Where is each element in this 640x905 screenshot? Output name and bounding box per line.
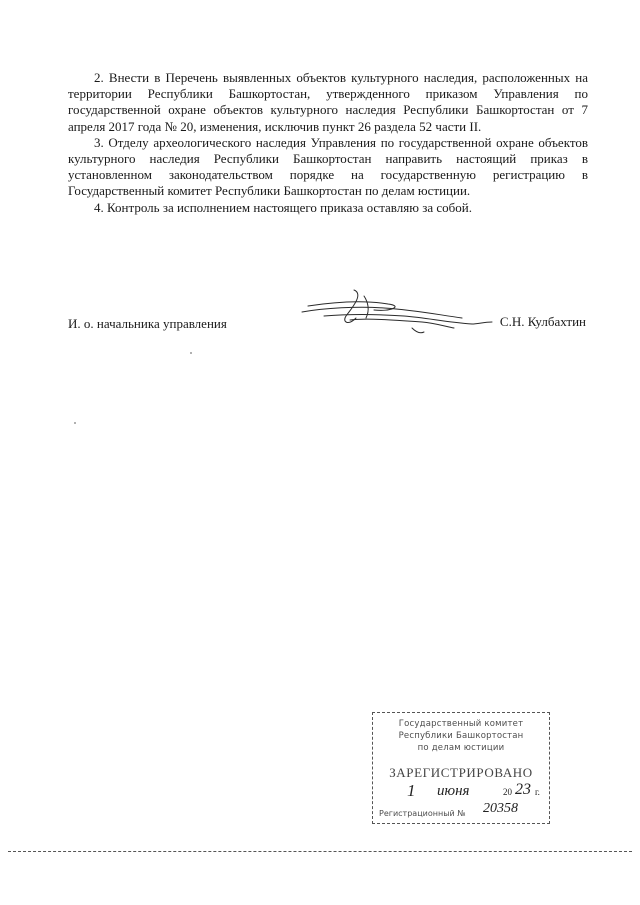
stamp-number-value: 20358 bbox=[483, 801, 518, 816]
paragraph-item-3: 3. Отделу археологического наследия Управления по государственной охране объектов культурного наследия Республики Башкортостан направить настоящий приказ в установленном законодательством порядке на государственную регистрацию в Государственный комитет Республики Башкортостан по делам юстиции. bbox=[68, 134, 588, 199]
signatory-title: И. о. начальника управления bbox=[68, 316, 227, 331]
document-body bbox=[68, 70, 588, 216]
stamp-line-2: Республики Башкортостан bbox=[398, 731, 524, 741]
scan-speck bbox=[74, 422, 76, 424]
stamp-date bbox=[379, 783, 543, 803]
stamp-day: 1 bbox=[407, 781, 416, 800]
stamp-number-row bbox=[377, 801, 545, 821]
paragraph-item-4: 4. Контроль за исполнением настоящего приказа оставляю за собой. bbox=[94, 199, 472, 215]
stamp-line-3: по делам юстиции bbox=[417, 743, 505, 753]
stamp-registered-label: ЗАРЕГИСТРИРОВАНО bbox=[389, 765, 533, 780]
stamp-year-suffix: 23 bbox=[515, 781, 531, 798]
handwritten-signature bbox=[294, 288, 494, 338]
registration-stamp bbox=[372, 712, 550, 824]
stamp-line-1: Государственный комитет bbox=[398, 719, 524, 729]
stamp-number-label: Регистрационный № bbox=[379, 809, 466, 818]
bottom-divider bbox=[8, 851, 632, 852]
signatory-name: С.Н. Кулбахтин bbox=[499, 314, 586, 329]
stamp-year-end: г. bbox=[535, 787, 540, 797]
signature-block bbox=[68, 308, 588, 338]
stamp-year-prefix: 20 bbox=[503, 787, 512, 797]
scan-speck bbox=[190, 352, 192, 354]
stamp-month: июня bbox=[437, 783, 470, 799]
paragraph-item-2: 2. Внести в Перечень выявленных объектов культурного наследия, расположенных на территории Республики Башкортостан, утвержденного приказом Управления по государственной охране объектов культурного наследия Республики Башкортостан от 7 апреля 2017 года № 20, изменения, исключив пункт 26 раздела 52 части II. bbox=[68, 70, 588, 134]
